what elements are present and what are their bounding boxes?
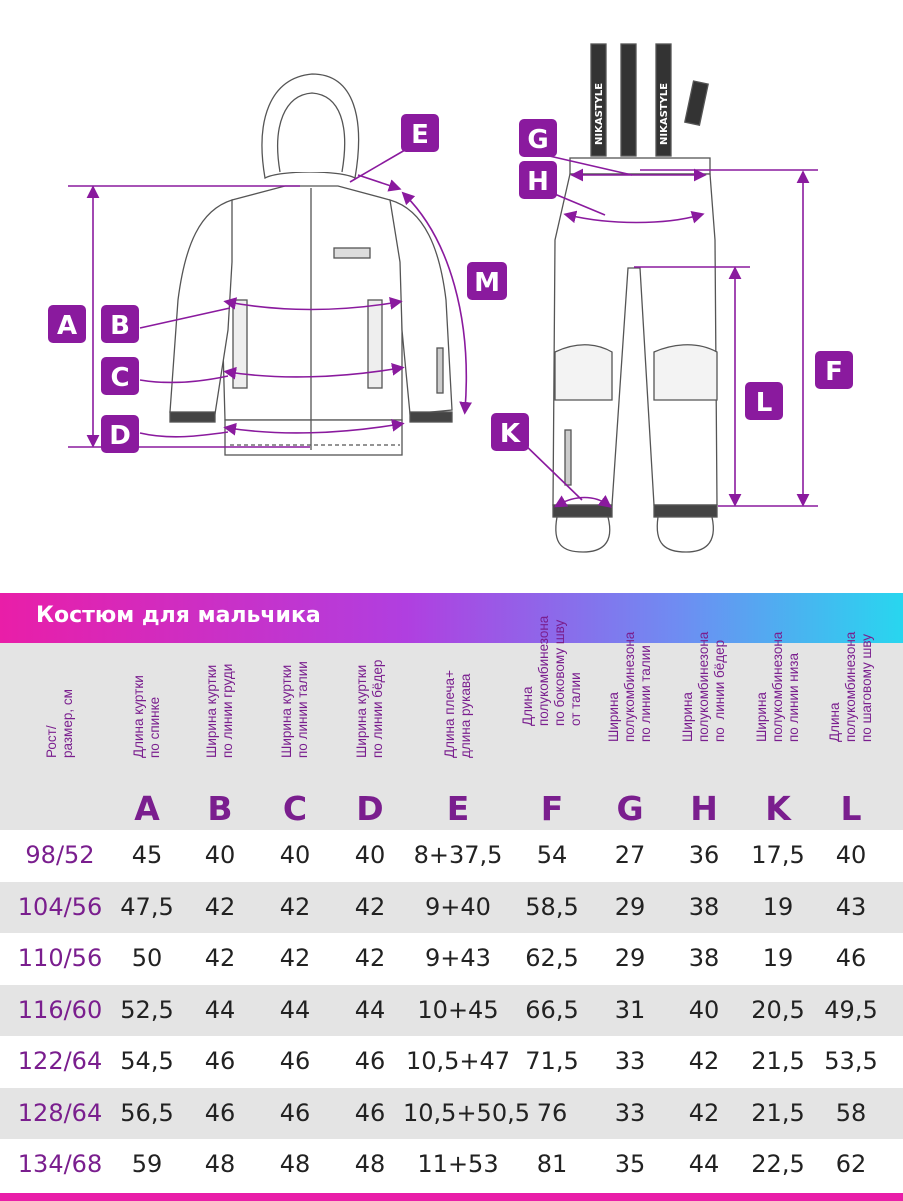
header-col-L (816, 631, 886, 830)
table-cell: 9+40 (425, 892, 491, 921)
table-cell: 33 (614, 1098, 646, 1127)
table-cell: 8+37,5 (413, 841, 503, 869)
badge-L (745, 382, 783, 420)
header-col-K (743, 631, 813, 830)
table-cell: 45 (131, 841, 163, 869)
table-cell: 58,5 (525, 892, 579, 921)
badge-G (519, 119, 557, 157)
strap-text-left: NIKASTYLE (594, 82, 605, 145)
size-cell: 134/68 (17, 1150, 103, 1178)
svg-text:C: C (110, 363, 130, 393)
badge-B (101, 305, 139, 343)
table-cell: 11+53 (417, 1150, 499, 1178)
table-cell: 54 (536, 841, 568, 869)
table-row (0, 830, 903, 881)
table-cell: 42 (279, 892, 311, 921)
badge-E (401, 114, 439, 152)
table-row (0, 1088, 903, 1139)
size-cell: 128/64 (17, 1098, 103, 1127)
header-label: Ширина куртки по линии бёдер (354, 659, 385, 758)
table-cell: 17,5 (751, 841, 805, 869)
header-letter: K (765, 789, 791, 828)
header-col-F (512, 615, 592, 830)
table-cell: 40 (354, 841, 386, 869)
size-cell: 104/56 (17, 892, 103, 921)
svg-text:B: B (110, 311, 130, 341)
svg-text:H: H (527, 167, 549, 197)
table-row (0, 1139, 903, 1190)
bottom-accent-line (0, 1193, 903, 1201)
table-cell: 38 (688, 892, 720, 921)
header-col-D (335, 643, 405, 830)
header-col-B (185, 643, 255, 830)
table-cell: 38 (688, 944, 720, 972)
size-cell: 122/64 (17, 1047, 103, 1075)
header-label: Длина полукомбинезона по шаговому шву (827, 631, 874, 742)
table-cell: 43 (835, 892, 867, 921)
svg-text:G: G (527, 125, 549, 155)
table-cell: 46 (354, 1047, 386, 1075)
table-cell: 76 (536, 1098, 568, 1127)
header-letter: H (690, 789, 718, 828)
header-label: Длина плеча+ длина рукава (442, 670, 473, 758)
header-letter: B (207, 789, 233, 828)
header-col-E (403, 643, 513, 830)
svg-text:F: F (825, 357, 843, 387)
table-cell: 46 (204, 1047, 236, 1075)
table-cell: 29 (614, 892, 646, 921)
table-cell: 44 (204, 995, 236, 1024)
table-cell: 47,5 (120, 892, 174, 921)
table-cell: 10+45 (417, 995, 499, 1024)
table-cell: 48 (279, 1150, 311, 1178)
table-cell: 49,5 (824, 995, 878, 1024)
header-label: Длина куртки по спинке (131, 675, 162, 758)
table-cell: 81 (536, 1150, 568, 1178)
table-cell: 66,5 (525, 995, 579, 1024)
header-letter: G (616, 789, 644, 828)
header-col-C (260, 643, 330, 830)
svg-text:A: A (56, 311, 78, 341)
table-cell: 9+43 (425, 944, 491, 972)
table-cell: 58 (835, 1098, 867, 1127)
table-cell: 10,5+47 (405, 1047, 511, 1075)
banner-title: Костюм для мальчика (36, 603, 321, 628)
header-col-A (112, 643, 182, 830)
table-cell: 46 (354, 1098, 386, 1127)
table-cell: 40 (835, 841, 867, 869)
table-cell: 22,5 (751, 1150, 805, 1178)
table-cell: 62 (835, 1150, 867, 1178)
header-label: Ширина полукомбинезона по линии талии (606, 631, 653, 742)
table-row (0, 882, 903, 933)
table-cell: 42 (204, 892, 236, 921)
table-cell: 42 (688, 1047, 720, 1075)
table-cell: 42 (354, 944, 386, 972)
table-cell: 71,5 (525, 1047, 579, 1075)
svg-text:K: K (499, 419, 521, 449)
svg-text:M: M (474, 268, 500, 298)
garment-sketch (0, 0, 903, 580)
table-row (0, 1036, 903, 1087)
table-cell: 44 (688, 1150, 720, 1178)
svg-text:D: D (109, 421, 131, 451)
table-cell: 10,5+50,5 (403, 1098, 530, 1127)
header-letter: D (356, 789, 384, 828)
table-cell: 44 (354, 995, 386, 1024)
svg-text:E: E (411, 120, 429, 150)
table-cell: 21,5 (751, 1047, 805, 1075)
header-label: Рост/ размер, см (44, 689, 75, 758)
table-cell: 33 (614, 1047, 646, 1075)
table-cell: 42 (354, 892, 386, 921)
table-cell: 46 (835, 944, 867, 972)
table-cell: 40 (279, 841, 311, 869)
table-cell: 36 (688, 841, 720, 869)
header-letter: E (446, 789, 470, 828)
table-cell: 48 (354, 1150, 386, 1178)
badge-A (48, 305, 86, 343)
header-label: Длина полукомбинезона по боковому шву от талии (520, 615, 583, 726)
table-cell: 31 (614, 995, 646, 1024)
table-cell: 19 (762, 892, 794, 921)
size-cell: 98/52 (25, 841, 95, 869)
table-cell: 20,5 (751, 995, 805, 1024)
badge-H (519, 161, 557, 199)
table-cell: 56,5 (120, 1098, 174, 1127)
table-cell: 42 (279, 944, 311, 972)
table-cell: 19 (762, 944, 794, 972)
pants-drawing (553, 44, 717, 552)
header-col-G (595, 631, 665, 830)
table-cell: 54,5 (120, 1047, 174, 1075)
table-cell: 46 (204, 1098, 236, 1127)
size-cell: 116/60 (17, 995, 103, 1024)
strap-text-right: NIKASTYLE (659, 82, 670, 145)
table-cell: 59 (131, 1150, 163, 1178)
table-row (0, 985, 903, 1036)
table-cell: 46 (279, 1098, 311, 1127)
header-col-H (669, 631, 739, 830)
table-row (0, 933, 903, 984)
badge-K (491, 413, 529, 451)
header-label: Ширина полукомбинезона по линии бёдер (680, 631, 727, 742)
svg-text:L: L (755, 388, 773, 418)
table-cell: 46 (279, 1047, 311, 1075)
table-cell: 21,5 (751, 1098, 805, 1127)
badge-F (815, 351, 853, 389)
table-cell: 42 (204, 944, 236, 972)
badge-C (101, 357, 139, 395)
header-letter: A (134, 789, 160, 828)
size-cell: 110/56 (17, 944, 103, 972)
table-cell: 29 (614, 944, 646, 972)
table-cell: 50 (131, 944, 163, 972)
table-cell: 35 (614, 1150, 646, 1178)
table-cell: 40 (688, 995, 720, 1024)
badge-M (467, 262, 507, 300)
badge-D (101, 415, 139, 453)
header-letter: L (840, 789, 862, 828)
header-label: Ширина куртки по линии талии (279, 661, 310, 758)
table-cell: 42 (688, 1098, 720, 1127)
table-cell: 53,5 (824, 1047, 878, 1075)
header-letter: C (282, 789, 308, 828)
table-cell: 27 (614, 841, 646, 869)
header-label: Ширина полукомбинезона по линии низа (754, 631, 801, 742)
table-cell: 62,5 (525, 944, 579, 972)
table-cell: 40 (204, 841, 236, 869)
table-cell: 52,5 (120, 995, 174, 1024)
header-label: Ширина куртки по линии груди (204, 663, 235, 758)
header-letter: F (540, 789, 564, 828)
table-cell: 48 (204, 1150, 236, 1178)
table-cell: 44 (279, 995, 311, 1024)
header-col-size (10, 643, 110, 830)
